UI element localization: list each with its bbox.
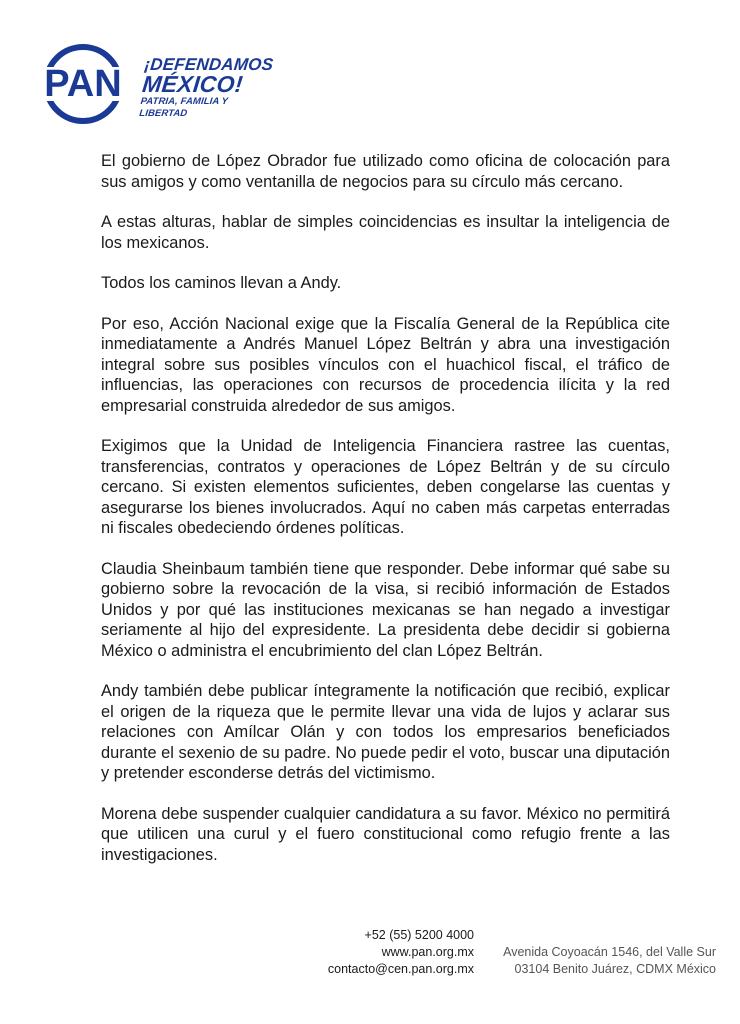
header-logo [22, 42, 275, 132]
paragraph: El gobierno de López Obrador fue utilizado como oficina de colocación para sus amigos y como ventanilla de negocios para su círculo más cercano. [101, 152, 670, 191]
footer-address [478, 944, 716, 978]
footer-address-line1: Avenida Coyoacán 1546, del Valle Sur [503, 945, 716, 959]
slogan-line2: MÉXICO! [141, 71, 245, 97]
header-slogan [139, 56, 274, 120]
paragraph: Morena debe suspender cualquier candidatura a su favor. México no permitirá que utilicen una curul y el fuero constitucional como refugio frente a las investigaciones. [101, 804, 670, 864]
paragraph: Exigimos que la Unidad de Inteligencia Financiera rastree las cuentas, transferencias, contratos y operaciones de López Beltrán y de su círculo cercano. Si existen elementos suficientes, deben congelarse las cuentas y asegurarse los bienes involucrados. Aquí no caben más carpetas enterradas ni fiscales obedeciendo órdenes políticas. [101, 437, 670, 537]
paragraph: A estas alturas, hablar de simples coincidencias es insultar la inteligencia de los mexicanos. [101, 213, 670, 252]
document-body [101, 151, 670, 885]
paragraph: Todos los caminos llevan a Andy. [101, 274, 342, 292]
paragraph: Claudia Sheinbaum también tiene que responder. Debe informar qué sabe su gobierno sobre la revocación de la visa, si recibió información de Estados Unidos y por qué las instituciones mexicanas se han negado a investigar seriamente al hijo del expresidente. La presidenta debe decidir si gobierna México o administra el encubrimiento del clan López Beltrán. [101, 559, 670, 660]
footer-phone: +52 (55) 5200 4000 [364, 928, 474, 942]
footer-contact [300, 927, 474, 978]
slogan-line3: PATRIA, FAMILIA Y LIBERTAD [138, 96, 229, 119]
pan-logo [36, 42, 130, 126]
footer-address-line2: 03104 Benito Juárez, CDMX México [514, 962, 716, 976]
paragraph: Andy también debe publicar íntegramente la notificación que recibió, explicar el origen de la riqueza que le permite llevar una vida de lujos y aclarar sus relaciones con Amílcar Olán y con todos los empresarios beneficiados durante el sexenio de su padre. No puede pedir el voto, buscar una diputación y pretender esconderse detrás del victimismo. [101, 682, 670, 782]
slogan-line1: ¡DEFENDAMOS [143, 55, 275, 74]
paragraph: Por eso, Acción Nacional exige que la Fiscalía General de la República cite inmediatamente a Andrés Manuel López Beltrán y abra una investigación integral sobre sus posibles vínculos con el huachicol fiscal, el tráfico de influencias, las operaciones con recursos de procedencia ilícita y la red empresarial construida alrededor de sus amigos. [101, 314, 670, 415]
footer-email: contacto@cen.pan.org.mx [327, 962, 474, 976]
pan-logo-text: PAN [44, 63, 122, 105]
footer-website: www.pan.org.mx [381, 945, 474, 959]
